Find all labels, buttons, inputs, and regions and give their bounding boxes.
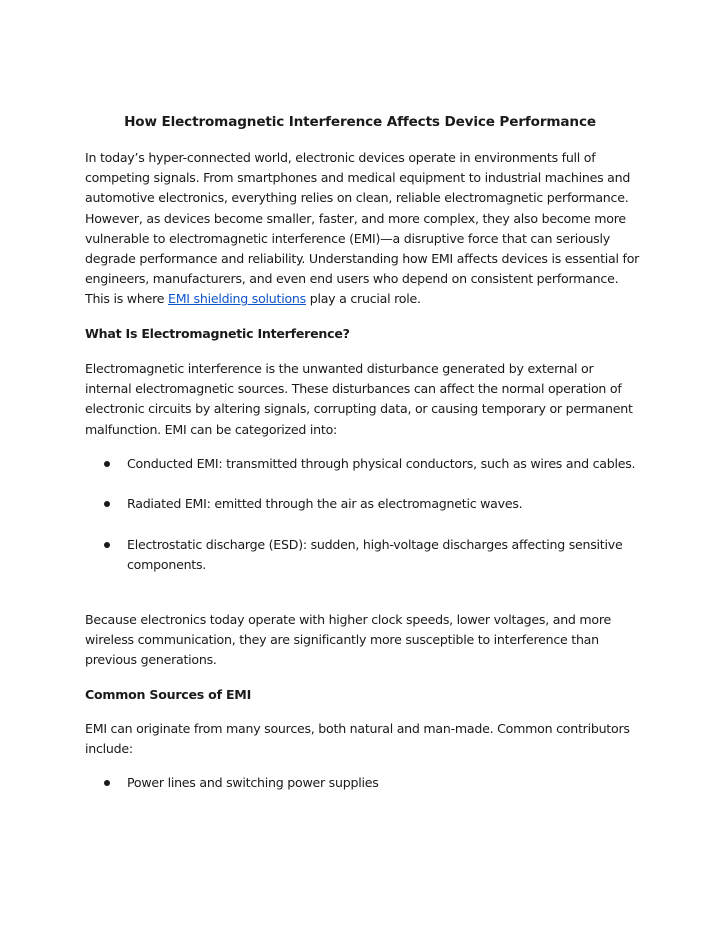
text-line: malfunction. EMI can be categorized into: [85,421,338,437]
text-line: include: [85,741,133,757]
text-line: degrade performance and reliability. Understanding how EMI affects devices is essential for [85,251,640,267]
text-line: engineers, manufacturers, and even end users who depend on consistent performance. [85,271,619,287]
text-line: vulnerable to electromagnetic interference (EMI)—a disruptive force that can seriously [85,230,610,246]
text-line: Radiated EMI: emitted through the air as electromagnetic waves. [127,496,523,511]
list-item-text [127,494,522,514]
bullet-icon [104,461,110,467]
text-line: Power lines and switching power supplies [127,775,379,790]
text-line: internal electromagnetic sources. These disturbances can affect the normal operation of [85,381,622,397]
section-heading-common-sources: Common Sources of EMI [85,687,252,702]
text-line: EMI can originate from many sources, both natural and man-made. Common contributors [85,721,630,736]
text-line: However, as devices become smaller, faster, and more complex, they also become more [85,210,626,226]
text-line: Electromagnetic interference is the unwanted disturbance generated by external or [85,361,594,376]
bullet-icon [104,780,110,786]
text-fragment: This is where [85,291,168,307]
bullet-icon [104,501,110,507]
document-title: How Electromagnetic Interference Affects Device Performance [124,114,596,130]
list-item-text [127,535,622,575]
text-line: automotive electronics, everything relies on clean, reliable electromagnetic performance. [85,190,629,206]
text-line: Electrostatic discharge (ESD): sudden, high-voltage discharges affecting sensitive [127,537,623,552]
list-item-text [127,773,379,793]
text-line: competing signals. From smartphones and medical equipment to industrial machines and [85,170,631,186]
text-line [85,289,639,309]
section-heading-what-is-emi: What Is Electromagnetic Interference? [85,326,350,341]
list-item-text [127,454,635,474]
section1-paragraph [85,359,633,440]
text-line: previous generations. [85,652,217,668]
section2-paragraph [85,719,630,759]
text-fragment: play a crucial role. [305,291,421,307]
bullet-icon [104,542,110,548]
text-line: components. [127,557,207,573]
intro-paragraph [85,148,639,310]
text-line: electronic circuits by altering signals, corrupting data, or causing temporary or permanent [85,401,633,417]
text-line: In today’s hyper-connected world, electronic devices operate in environments full of [85,150,596,165]
text-line: Conducted EMI: transmitted through physical conductors, such as wires and cables. [127,456,636,471]
text-line: Because electronics today operate with higher clock speeds, lower voltages, and more [85,612,612,627]
section1-followup-paragraph [85,610,611,671]
text-line: wireless communication, they are significantly more susceptible to interference than [85,632,599,648]
emi-shielding-solutions-link[interactable]: EMI shielding solutions [167,291,306,307]
